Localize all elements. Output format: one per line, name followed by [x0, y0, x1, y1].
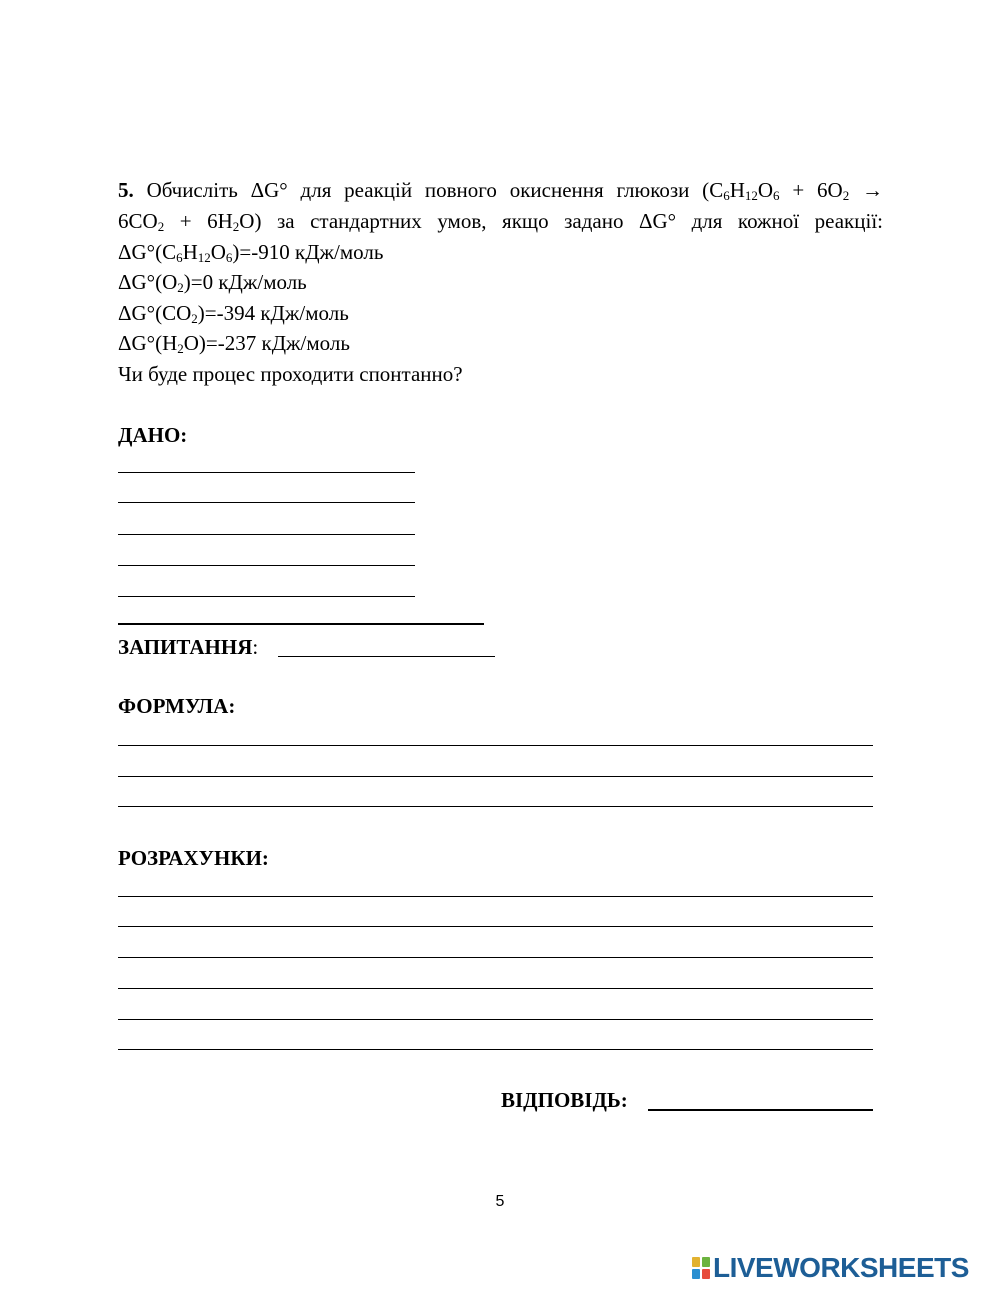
given-blank-5[interactable]	[118, 596, 415, 597]
logo-block-2	[702, 1257, 710, 1267]
given-blank-3[interactable]	[118, 534, 415, 535]
given-label: ДАНО:	[118, 423, 188, 447]
logo-block-3	[692, 1269, 700, 1279]
given-blank-4[interactable]	[118, 565, 415, 566]
given-value-water: $\Delta G^\circ(H_2O)=-237$ кДж/моль	[118, 331, 350, 356]
logo-block-1	[692, 1257, 700, 1267]
task-conditions-text: ) за стандартних умов, якщо задано ΔG° для кожної реакції:	[254, 209, 883, 233]
formula-blank-1[interactable]	[118, 745, 873, 746]
calculations-label: РОЗРАХУНКИ:	[118, 846, 269, 870]
answer-blank[interactable]	[648, 1109, 873, 1111]
task-number: 5.	[118, 178, 134, 202]
formula-blank-2[interactable]	[118, 776, 873, 777]
calculations-blank-1[interactable]	[118, 896, 873, 897]
question-blank[interactable]	[278, 656, 495, 657]
given-value-glucose: $\Delta G^\circ(C_6H_{12}O_6)=-910$ кДж/моль	[118, 240, 384, 265]
task-question: Чи буде процес проходити спонтанно?	[118, 362, 463, 386]
calculations-blank-5[interactable]	[118, 1019, 873, 1020]
given-blank-1[interactable]	[118, 472, 415, 473]
calculations-blank-6[interactable]	[118, 1049, 873, 1050]
given-value-co2: $\Delta G^\circ(CO_2)=-394$ кДж/моль	[118, 301, 349, 326]
equation-rhs: $6CO_2 + 6H_2O$	[118, 209, 255, 234]
equation-lhs: $C_6H_{12}O_6 + 6O_2$ →	[709, 178, 884, 203]
answer-label: ВІДПОВІДЬ:	[501, 1088, 628, 1112]
question-label: ЗАПИТАННЯ	[118, 635, 253, 659]
formula-label: ФОРМУЛА:	[118, 694, 236, 718]
given-separator	[118, 623, 484, 625]
task-intro-text: Обчисліть ΔG° для реакцій повного окиснення глюкози (	[146, 178, 710, 202]
task-line-1	[118, 175, 883, 205]
liveworksheets-logo	[692, 1253, 969, 1283]
logo-blocks-icon	[692, 1257, 710, 1279]
brand-name: LIVEWORKSHEETS	[713, 1252, 969, 1283]
calculations-blank-2[interactable]	[118, 926, 873, 927]
page-number: 5	[495, 1193, 505, 1210]
task-line-2	[118, 206, 883, 236]
calculations-blank-3[interactable]	[118, 957, 873, 958]
given-value-oxygen: $\Delta G^\circ(O_2)=0$ кДж/моль	[118, 270, 307, 295]
calculations-blank-4[interactable]	[118, 988, 873, 989]
question-row: ЗАПИТАННЯ:	[118, 635, 259, 659]
logo-block-4	[702, 1269, 710, 1279]
given-blank-2[interactable]	[118, 502, 415, 503]
formula-blank-3[interactable]	[118, 806, 873, 807]
